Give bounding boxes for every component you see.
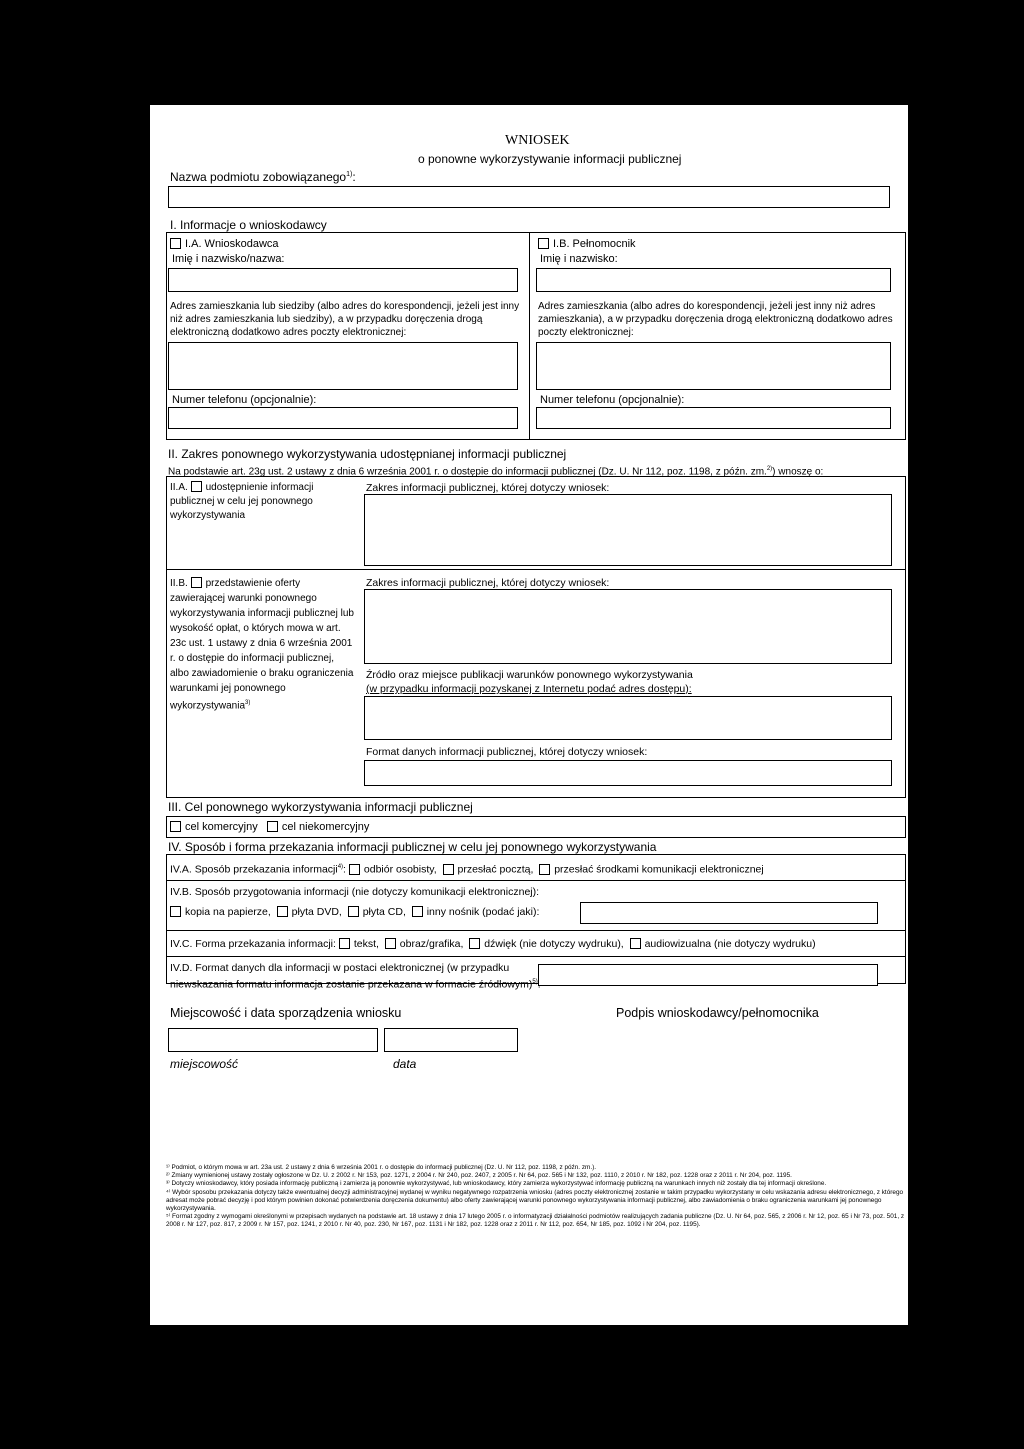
purpose-options: cel komercyjny cel niekomercyjny — [170, 820, 369, 834]
audiovisual-checkbox[interactable] — [630, 938, 641, 949]
section-3-title: III. Cel ponownego wykorzystywania informacji publicznej — [168, 800, 473, 814]
section-4-divider-b — [166, 930, 906, 931]
section-4-divider-a — [166, 880, 906, 881]
offer-request-checkbox[interactable] — [191, 577, 202, 588]
date-caption: data — [393, 1057, 417, 1071]
section-2-title: II. Zakres ponownego wykorzystywania udostępnianej informacji publicznej — [168, 447, 567, 461]
date-input[interactable] — [384, 1028, 518, 1052]
dvd-checkbox[interactable] — [277, 906, 288, 917]
text-checkbox[interactable] — [339, 938, 350, 949]
proxy-name-label: Imię i nazwisko: — [540, 253, 618, 265]
form-title: WNIOSEK — [505, 133, 570, 148]
form-subtitle: o ponowne wykorzystywanie informacji publicznej — [418, 152, 682, 166]
signature-label: Podpis wnioskodawcy/pełnomocnika — [616, 1006, 819, 1020]
reuse-request-checkbox[interactable] — [191, 481, 202, 492]
preparation-options: kopia na papierze, płyta DVD, płyta CD, inny nośnik (podać jaki): — [170, 905, 539, 919]
legal-basis: Na podstawie art. 23g ust. 2 ustawy z dnia 6 września 2001 r. o dostępie do informacji publicznej (Dz. U. Nr 112, poz. 1198, z późn. zm.$^{2)}$) wnoszę o: — [168, 466, 824, 478]
data-format-input[interactable] — [364, 760, 892, 786]
data-format-label: Format danych informacji publicznej, której dotyczy wniosek: — [366, 746, 648, 758]
footnote-3: ³⁾ Dotyczy wnioskodawcy, który posiada informację publiczną i zamierza ją ponownie wykorzystywać, lub wnioskodawcy, który zamierza wykorzystywać informację publiczną na warunkach innych niż zostały dla tej informacji określone. — [166, 1180, 827, 1188]
applicant-address-label: Adres zamieszkania lub siedziby (albo adres do korespondencji, jeżeli jest inny niż adres zamieszkania lub siedziby), a w przypadku doręczenia drogą elektroniczną dodatkowo adres poczty elektronicznej: — [170, 301, 520, 338]
cd-checkbox[interactable] — [348, 906, 359, 917]
place-caption: miejscowość — [170, 1057, 239, 1071]
proxy-header: I.B. Pełnomocnik — [538, 237, 636, 251]
image-checkbox[interactable] — [385, 938, 396, 949]
footnote-5: ⁵⁾ Format zgodny z wymogami określonymi w przepisach wydanych na podstawie art. 18 ustawy z dnia 17 lutego 2005 r. o informatyzacji działalności podmiotów realizujących zadania publiczne (Dz. U. Nr 64, poz. 565, z 2006 r. Nr 12, poz. 65 i Nr 73, poz. 501, z 2008 r. Nr 127, poz. 817, z 2009 r. Nr 157, poz. 1241, z 2010 r. Nr 40, poz. 230, Nr 167, poz. 1131 i Nr 182, poz. 1228 oraz z 2011 r. Nr 112, poz. 654, Nr 185, poz. 1092 i Nr 204, poz. 1195). — [166, 1213, 905, 1229]
reuse-request-option: II.A. udostępnienie informacji publicznej w celu jej ponownego wykorzystywania — [170, 482, 314, 521]
section-4-title: IV. Sposób i forma przekazania informacji publicznej w celu jej ponownego wykorzystywania — [168, 840, 657, 854]
offer-request-option: II.B. przedstawienie oferty zawierającej warunki ponownego wykorzystywania informacji publicznej lub wysokość opłat, o których mowa w art. 23c ust. 1 ustawy z dnia 6 września 2001 r. o dostępie do informacji publicznej, albo zawiadomienie o braku ograniczenia warunkami jej ponownego wykorzystywania$^{3)}$ — [170, 578, 354, 712]
noncommercial-checkbox[interactable] — [267, 821, 278, 832]
entity-name-input[interactable] — [168, 186, 890, 208]
section-4-divider-c — [166, 956, 906, 957]
applicant-checkbox[interactable] — [170, 238, 181, 249]
section-1-title: I. Informacje o wnioskodawcy — [170, 218, 327, 232]
form-type-row: IV.C. Forma przekazania informacji: tekst, obraz/grafika, dźwięk (nie dotyczy wydruku), audiowizualna (nie dotyczy wydruku) — [170, 938, 816, 950]
applicant-phone-input[interactable] — [168, 407, 518, 429]
place-date-label: Miejscowość i data sporządzenia wniosku — [170, 1006, 402, 1020]
reuse-scope-input[interactable] — [364, 494, 892, 566]
applicant-header: I.A. Wnioskodawca — [170, 237, 279, 251]
audio-checkbox[interactable] — [469, 938, 480, 949]
applicant-address-input[interactable] — [168, 342, 518, 390]
section-2-divider — [166, 569, 906, 570]
preparation-label: IV.B. Sposób przygotowania informacji (nie dotyczy komunikacji elektronicznej): — [170, 886, 540, 898]
proxy-name-input[interactable] — [536, 268, 891, 292]
source-label-2: (w przypadku informacji pozyskanej z Internetu podać adres dostępu): — [366, 683, 692, 695]
electronic-format-input[interactable] — [538, 964, 878, 986]
entity-label: Nazwa podmiotu zobowiązanego$^{1)}$: — [170, 170, 356, 184]
applicant-name-label: Imię i nazwisko/nazwa: — [172, 253, 285, 265]
proxy-address-label: Adres zamieszkania (albo adres do korespondencji, jeżeli jest inny niż adres zamieszkania), a w przypadku doręczenia drogą elektroniczną dodatkowo adres poczty elektronicznej: — [538, 301, 893, 338]
proxy-address-input[interactable] — [536, 342, 891, 390]
delivery-method-row: IV.A. Sposób przekazania informacji$^{4)}$: odbiór osobisty, przesłać pocztą, przesłać środkami komunikacji elektronicznej — [170, 863, 764, 876]
footnote-1: ¹⁾ Podmiot, o którym mowa w art. 23a ust. 2 ustawy z dnia 6 września 2001 r. o dostępie do informacji publicznej (Dz. U. Nr 112, poz. 1198, z późn. zm.). — [166, 1164, 597, 1171]
paper-checkbox[interactable] — [170, 906, 181, 917]
post-checkbox[interactable] — [443, 864, 454, 875]
commercial-checkbox[interactable] — [170, 821, 181, 832]
pickup-checkbox[interactable] — [349, 864, 360, 875]
offer-scope-input[interactable] — [364, 589, 892, 664]
other-medium-checkbox[interactable] — [412, 906, 423, 917]
proxy-checkbox[interactable] — [538, 238, 549, 249]
electronic-checkbox[interactable] — [539, 864, 550, 875]
other-medium-input[interactable] — [580, 902, 878, 924]
electronic-format-label-2: niewskazania formatu informacja zostanie przekazana w formacie źródłowym)$^{5)}$ — [170, 978, 538, 991]
applicant-name-input[interactable] — [168, 268, 518, 292]
reuse-scope-label: Zakres informacji publicznej, której dotyczy wniosek: — [366, 482, 610, 494]
place-input[interactable] — [168, 1028, 378, 1052]
applicant-phone-label: Numer telefonu (opcjonalnie): — [172, 394, 317, 406]
footnote-4: ⁴⁾ Wybór sposobu przekazania dotyczy także ewentualnej decyzji administracyjnej wydanej w wyniku negatywnego rozpatrzenia wniosku (adres poczty elektronicznej zostanie w takim przypadku wykorzystany w celu wskazania adresu elektronicznego, z którego adresat może pobrać decyzję i pod którym powinien dokonać potwierdzenia doręczenia dokumentu) albo oferty zawierającej warunki ponownego wykorzystywania informacji publicznej, albo zawiadomienia o braku ograniczenia warunkami jej ponownego wykorzystywania. — [166, 1188, 904, 1213]
source-label-1: Źródło oraz miejsce publikacji warunków ponownego wykorzystywania — [366, 669, 693, 681]
footnotes — [166, 1164, 908, 1230]
proxy-phone-label: Numer telefonu (opcjonalnie): — [540, 394, 685, 406]
footnote-2: ²⁾ Zmiany wymienionej ustawy zostały ogłoszone w Dz. U. z 2002 r. Nr 153, poz. 1271, z 2004 r. Nr 240, poz. 2407, z 2005 r. Nr 64, poz. 565 i Nr 132, poz. 1110, z 2010 r. Nr 182, poz. 1228 oraz z 2011 r. Nr 204, poz. 1195. — [166, 1172, 792, 1180]
electronic-format-label-1: IV.D. Format danych dla informacji w postaci elektronicznej (w przypadku — [170, 962, 510, 974]
source-input[interactable] — [364, 696, 892, 740]
section-1-divider — [529, 232, 530, 440]
offer-scope-label: Zakres informacji publicznej, której dotyczy wniosek: — [366, 577, 610, 589]
proxy-phone-input[interactable] — [536, 407, 891, 429]
